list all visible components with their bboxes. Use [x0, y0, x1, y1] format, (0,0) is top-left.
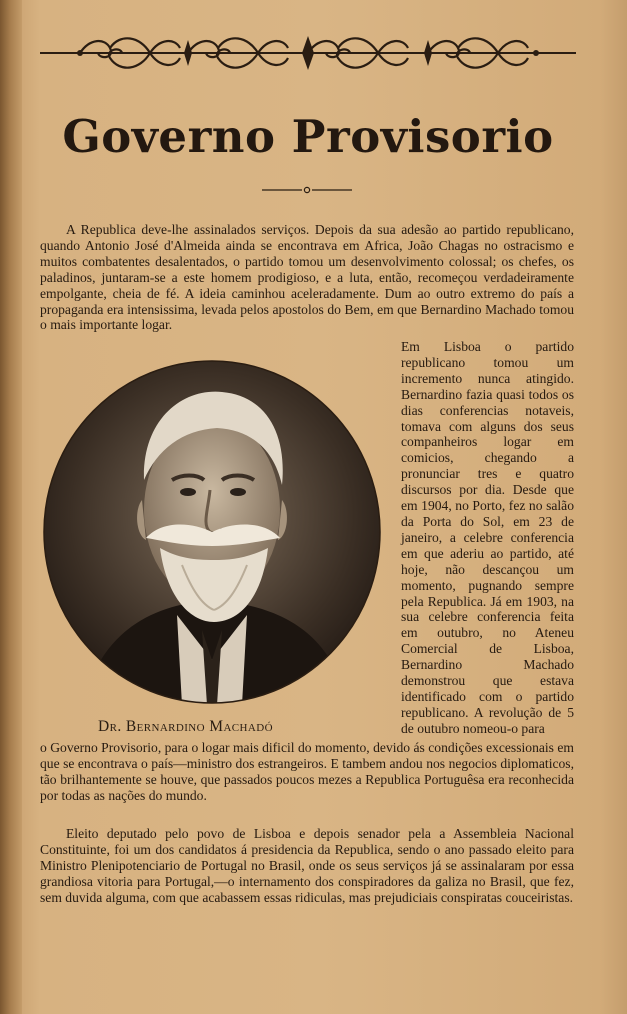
deputado-paragraph: Eleito deputado pelo povo de Lisboa e depois senador pela a Assembleia Nacional Constituinte, foi um dos candidatos á presidencia da Republica, sendo o ano passado eleito para Ministro Plenipotenciario de Portugal no Brasil, onde os seus serviços já se assinalaram por essa grandiosa vitoria para Portugal,—o internamento dos conspiradores da galiza no Brasil, que fez, sem duvida alguma, com que acabassem essas ridiculas, mas prejudiciais conspiratas couceiristas.	[40, 826, 574, 905]
side-column-paragraph: Em Lisboa o partido republicano tomou um incremento nunca atingido. Bernardino fazia quasi todos os dias conferencias notaveis, tomava com alguns dos seus companheiros logar em comicios, chegando a pronunciar tres e quatro discursos por dia. Desde que em 1904, no Porto, fez no salão da Porta do Sol, em 23 de janeiro, a celebre conferencia em que aderiu ao partido, até hoje, não descançou um momento, pugnando sempre pela Republica. Já em 1903, na sua celebre conferencia feita em outubro, no Ateneu Comercial de Lisboa, Bernardino Machado demonstrou que estava identificado com o partido republicano. A revolução de 5 de outubro nomeou-o para	[401, 339, 574, 736]
continuation-paragraph: o Governo Provisorio, para o logar mais dificil do momento, devido ás condições excessionais em que se encontrava o país—ministro dos estrangeiros. E tambem andou nos negocios diplomaticos, tão brilhantemente se houve, que passados poucos mezes a Republica Portuguêsa era reconhecida por todas as nações do mundo.	[40, 740, 574, 803]
intro-paragraph: A Republica deve-lhe assinalados serviços. Depois da sua adesão ao partido republicano, quando Antonio José d'Almeida ainda se encontrava em Africa, João Chagas no ostracismo e muitos combatentes desalentados, o partido tomou um desenvolvimento colossal; os chefes, os paladinos, juntaram-se a este homem prodigioso, e a luta, então, recomeçou verdadeiramente empolgante, cheia de fé. A ideia caminhou aceleradamente. Dum ao outro extremo do país a propaganda era intensissima, levada pelos apostolos do Bem, em que Bernardino Machado tomou o mais importante logar.	[40, 222, 574, 333]
page-binding-edge	[0, 0, 22, 1014]
title-divider	[262, 184, 352, 196]
article-title: Governo Provisorio	[62, 110, 554, 163]
portrait-caption: Dr. Bernardino Machadó	[98, 718, 273, 735]
decorative-ornament-border	[40, 28, 576, 78]
portrait-photo	[42, 360, 382, 705]
